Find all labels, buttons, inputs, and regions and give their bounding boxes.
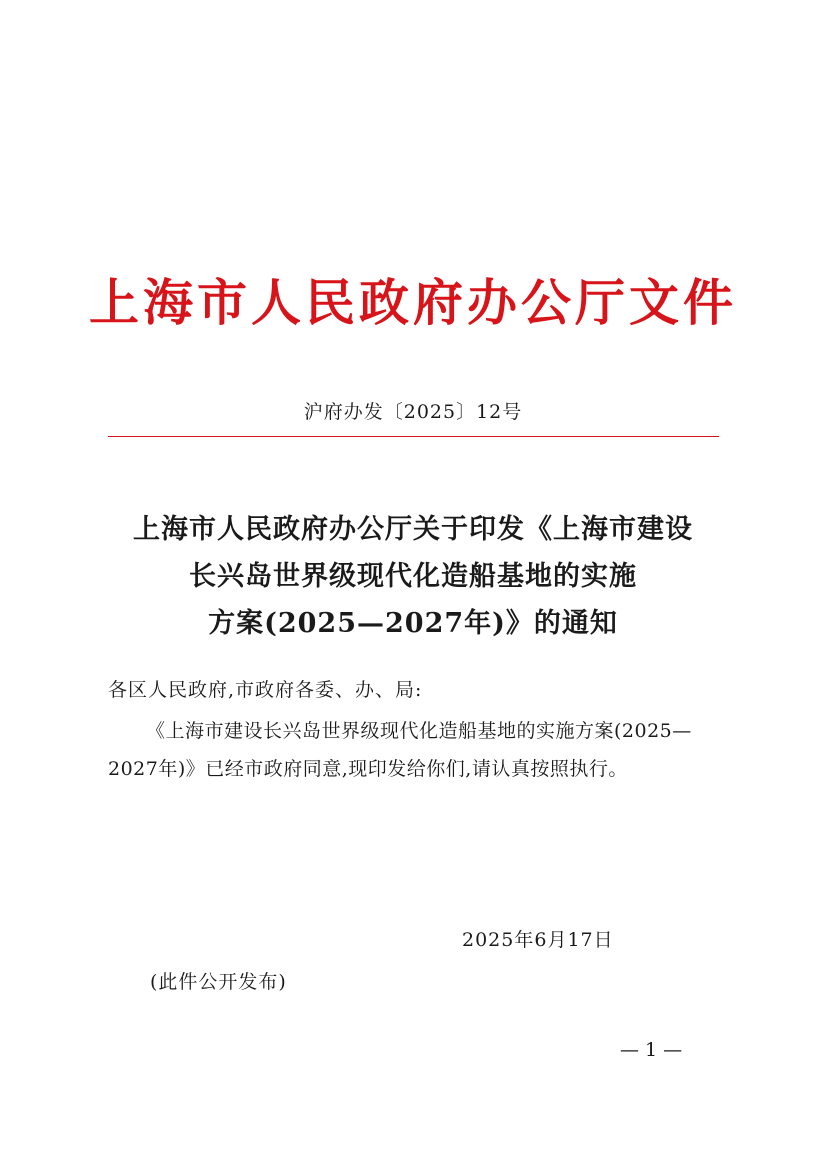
body-paragraph: [108, 712, 720, 788]
document-number: 沪府办发〔2025〕12号: [303, 401, 523, 423]
body-paragraph-line-2: 2027年)》已经市政府同意,现印发给你们,请认真按照执行。: [108, 758, 628, 780]
notice-title: [0, 506, 826, 647]
salutation: 各区人民政府,市政府各委、办、局:: [108, 679, 423, 701]
notice-title-line-3: 方案(2025—2027年)》的通知: [208, 608, 618, 639]
document-masthead: 上海市人民政府办公厅文件: [89, 273, 737, 332]
page-number: — 1 —: [620, 1039, 683, 1061]
body-paragraph-line-1: 《上海市建设长兴岛世界级现代化造船基地的实施方案(2025—: [146, 720, 692, 742]
publication-note: (此件公开发布): [150, 971, 287, 993]
red-separator-line: [108, 436, 719, 437]
issue-date: 2025年6月17日: [462, 929, 614, 951]
notice-title-line-1: 上海市人民政府办公厅关于印发《上海市建设: [133, 514, 693, 545]
notice-title-line-2: 长兴岛世界级现代化造船基地的实施: [189, 561, 637, 592]
